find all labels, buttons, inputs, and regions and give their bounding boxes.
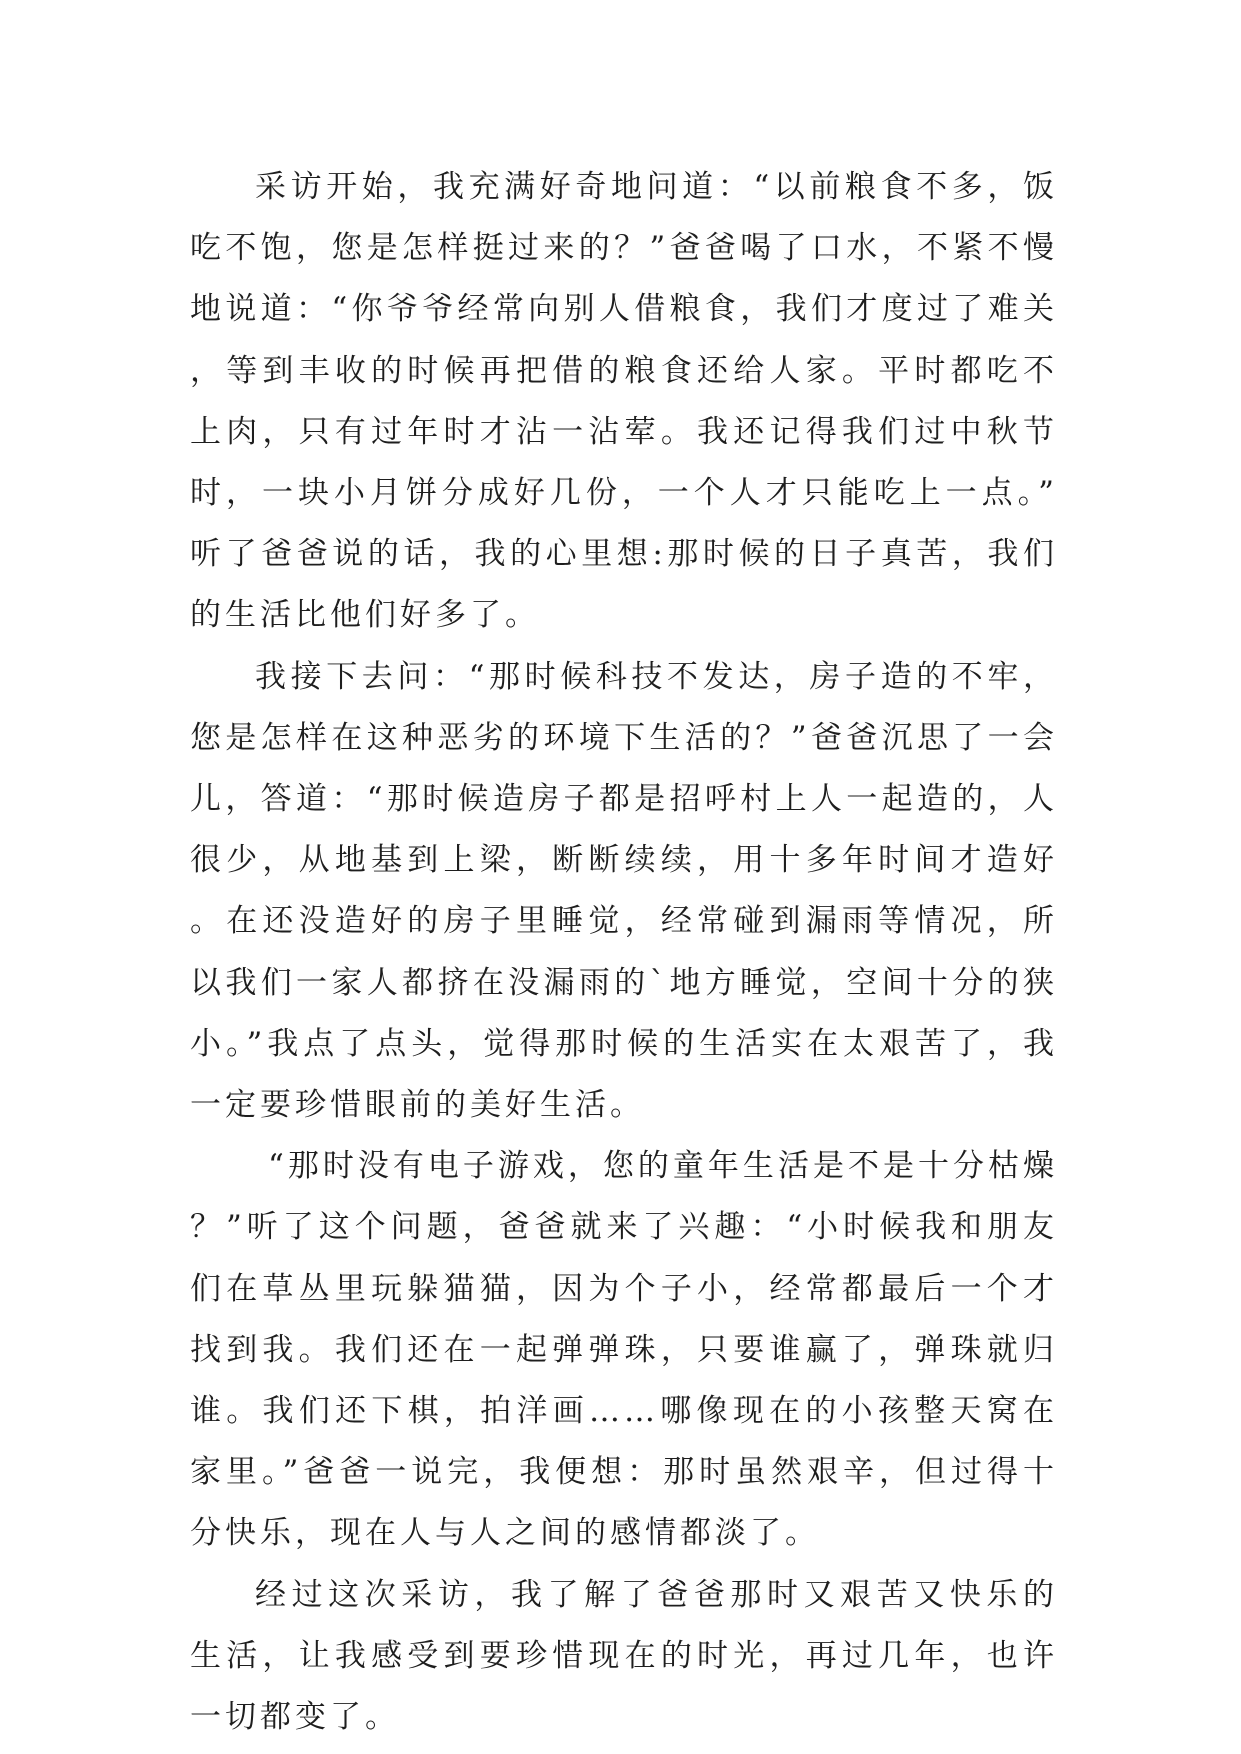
paragraph-3: “那时没有电子游戏，您的童年生活是不是十分枯燥？”听了这个问题，爸爸就来了兴趣：“小时候我和朋友们在草丛里玩躲猫猫，因为个子小，经常都最后一个才找到我。我们还在一起弹弹珠，只要谁赢了，弹珠就归谁。我们还下棋，拍洋画……哪像现在的小孩整天窝在家里。”爸爸一说完，我便想：那时虽然艰辛，但过得十分快乐，现在人与人之间的感情都淡了。 — [190, 1148, 1058, 1552]
paragraph-2: 我接下去问：“那时候科技不发达，房子造的不牢，您是怎样在这种恶劣的环境下生活的？”爸爸沉思了一会儿，答道：“那时候造房子都是招呼村上人一起造的，人很少，从地基到上梁，断断续续，用十多年时间才造好。在还没造好的房子里睡觉，经常碰到漏雨等情况，所以我们一家人都挤在没漏雨的`地方睡觉，空间十分的狭小。”我点了点头，觉得那时候的生活实在太艰苦了，我一定要珍惜眼前的美好生活。 — [190, 658, 1058, 1124]
paragraph-1: 采访开始，我充满好奇地问道：“以前粮食不多，饭吃不饱，您是怎样挺过来的？”爸爸喝了口水，不紧不慢地说道：“你爷爷经常向别人借粮食，我们才度过了难关，等到丰收的时候再把借的粮食还给人家。平时都吃不上肉，只有过年时才沾一沾荤。我还记得我们过中秋节时，一块小月饼分成好几份，一个人才只能吃上一点。”听了爸爸说的话，我的心里想:那时候的日子真苦，我们的生活比他们好多了。 — [190, 169, 1058, 634]
paragraph-4: 经过这次采访，我了解了爸爸那时又艰苦又快乐的生活，让我感受到要珍惜现在的时光，再过几年，也许一切都变了。 — [190, 1576, 1058, 1736]
document-body — [190, 157, 1058, 1748]
